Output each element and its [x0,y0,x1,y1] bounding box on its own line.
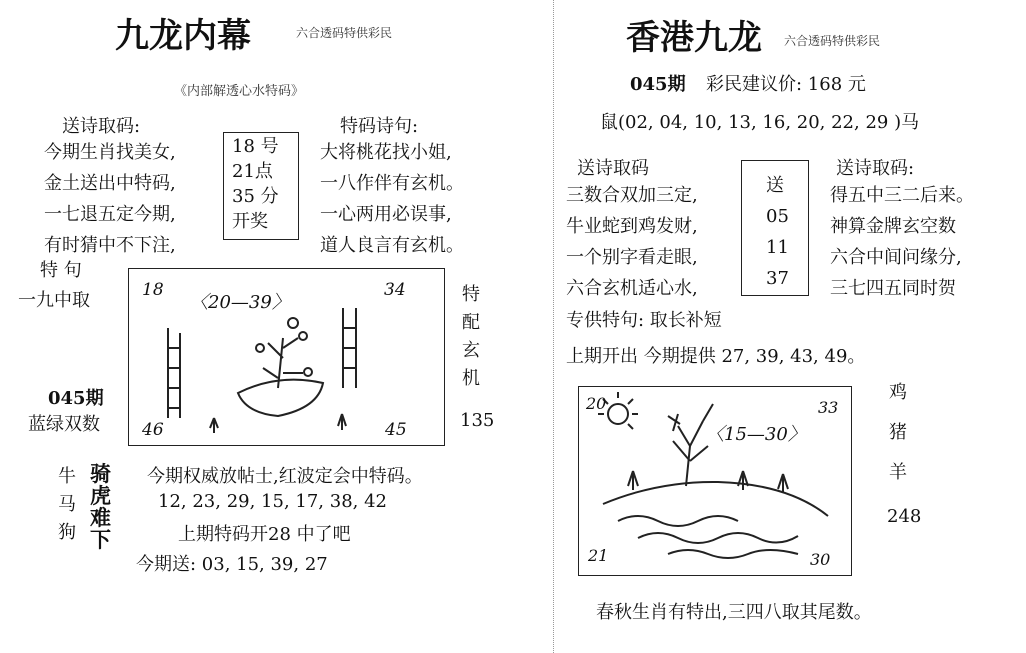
poem-line: 一七退五定今期, [44,204,176,225]
right-special-line: 专供特句: 取长补短 [566,310,722,331]
poem-line: 神算金牌玄空数 [830,216,956,237]
box-number: 11 [766,237,789,258]
poem-line: 一八作伴有玄机。 [320,173,464,194]
idiom-char: 下 [90,527,111,552]
poem-line: 有时猜中不下注, [44,235,176,256]
right-drawing-label-range: 〈15—30〉 [706,424,806,445]
left-line4: 今期送: 03, 15, 39, 27 [136,554,328,575]
poem-line: 一个别字看走眼, [566,247,698,268]
left-title: 九龙内幕 [115,16,251,56]
right-subtitle: 六合透码特供彩民 [784,34,881,48]
left-banner: 《内部解透心水特码》 [174,84,305,99]
right-side-zodiac: 鸡 [889,382,907,403]
left-drawing-label-bl: 46 [142,420,164,440]
left-vertical-char: 特 [462,284,480,305]
left-special-heading: 特 句 [40,260,82,281]
right-drawing [578,386,850,574]
draw-time-line: 开奖 [232,211,268,232]
right-side-zodiac: 猪 [889,422,907,443]
left-vertical-char: 玄 [462,340,480,361]
left-poem-lines [44,137,176,261]
left-line3: 上期特码开28 中了吧 [178,524,351,545]
left-line2: 12, 23, 29, 15, 17, 38, 42 [158,491,387,512]
poem-line: 今期生肖找美女, [44,142,176,163]
right-last-line: 上期开出 今期提供 27, 39, 43, 49。 [566,346,866,367]
box-number: 送 [766,175,784,196]
idiom-char: 虎 [90,483,111,508]
poem-line: 六合玄机适心水, [566,278,698,299]
left-issue-tip: 蓝绿双数 [28,414,100,435]
right-drawing-label-bl: 21 [588,546,609,565]
right-poem-heading-2: 送诗取码: [836,158,915,179]
draw-time-line: 35 分 [232,186,279,207]
right-drawing-label-tl: 20 [586,394,607,413]
poem-line: 得五中三二后来。 [830,185,974,206]
zodiac-label: 马 [58,494,76,515]
right-drawing-label-br: 30 [810,550,831,569]
zodiac-label: 牛 [58,466,76,487]
range-text: 15—30 [724,424,788,445]
right-side-number: 248 [887,506,922,527]
left-right-number: 135 [460,410,495,431]
poem-line: 六合中间问缘分, [830,247,962,268]
left-drawing-label-tr: 34 [384,280,406,300]
poem-line: 三数合双加三定, [566,185,698,206]
right-poem-lines-2 [830,180,974,304]
left-subtitle: 六合透码特供彩民 [296,26,393,40]
right-range-line: 鼠(02, 04, 10, 13, 16, 20, 22, 29 )马 [600,112,920,133]
left-issue: 045期 [48,388,104,409]
right-drawing-label-tr: 33 [818,398,839,417]
right-side-zodiac: 羊 [889,462,907,483]
right-footer: 春秋生肖有特出,三四八取其尾数。 [596,602,872,623]
box-number: 37 [766,268,789,289]
idiom-char: 难 [90,505,111,530]
left-vertical-char: 配 [462,312,480,333]
left-vertical-char: 机 [462,368,480,389]
page-divider [553,0,554,653]
zodiac-label: 狗 [58,522,76,543]
left-drawing-label-br: 45 [385,420,407,440]
poem-line: 大将桃花找小姐, [320,142,452,163]
right-price: 彩民建议价: 168 元 [706,74,866,95]
poem-line: 一心两用必误事, [320,204,452,225]
right-title: 香港九龙 [626,18,762,58]
left-drawing-label-range: 〈20—39〉 [190,292,290,313]
left-poem-heading: 送诗取码: [62,116,141,137]
left-line1: 今期权威放帖士,红波定会中特码。 [147,466,423,487]
right-poem-lines [566,180,698,304]
poem-line: 金土送出中特码, [44,173,176,194]
box-number: 05 [766,206,789,227]
range-text: 20—39 [208,292,272,313]
right-issue: 045期 [630,74,686,95]
poem-line: 道人良言有玄机。 [320,235,464,256]
idiom-char: 骑 [90,461,111,486]
left-drawing-label-tl: 18 [142,280,164,300]
right-number-lines [766,170,789,294]
left-draw-time-lines [232,134,279,234]
left-special-poem-heading: 特码诗句: [340,116,419,137]
draw-time-line: 21点 [232,161,273,182]
poem-line: 牛业蛇到鸡发财, [566,216,698,237]
draw-time-line: 18 号 [232,136,279,157]
poem-line: 三七四五同时贺 [830,278,956,299]
left-special-poem-lines [320,137,464,261]
left-special-text: 一九中取 [18,290,90,311]
right-poem-heading: 送诗取码 [577,158,649,179]
